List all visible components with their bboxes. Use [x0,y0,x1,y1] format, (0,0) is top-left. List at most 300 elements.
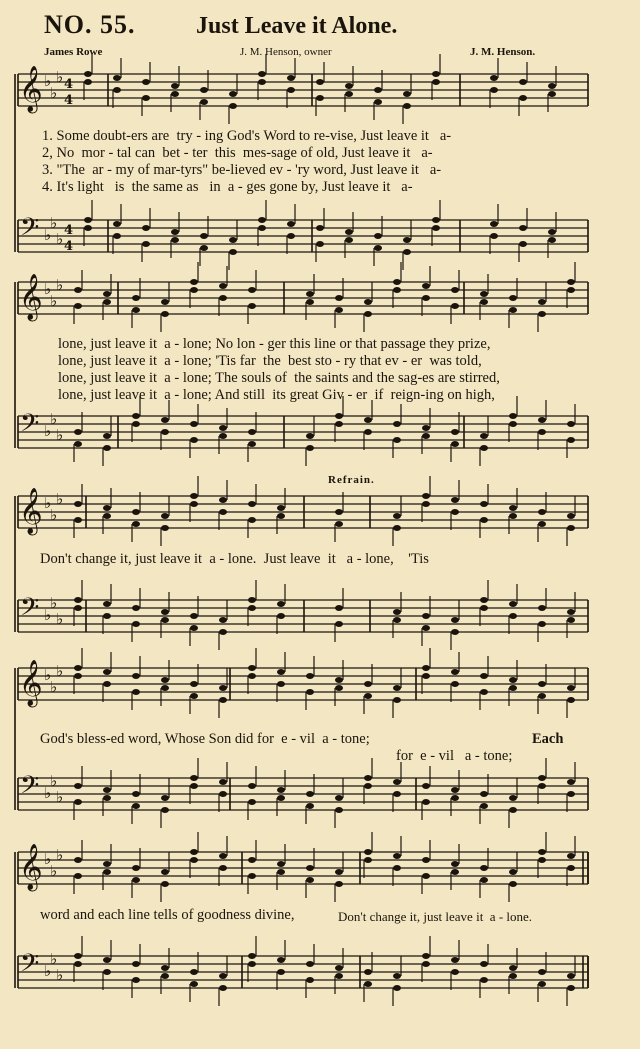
note-head [103,513,111,519]
note-head [364,969,372,975]
note-head [84,225,92,231]
flat-sign: ♭ [50,506,58,524]
note-head [171,229,179,235]
note-head [490,75,498,81]
note-head [103,969,111,975]
note-head [432,71,440,77]
note-head [161,685,169,691]
note-head [219,697,227,703]
note-head [277,513,285,519]
flat-sign: ♭ [44,606,52,624]
note-head [422,873,430,879]
note-head [451,497,459,503]
note-head [190,501,198,507]
bass-clef: 𝄢 [20,771,40,806]
note-head [171,83,179,89]
note-head [422,283,430,289]
note-head [219,791,227,797]
note-head [219,617,227,623]
note-head [132,621,140,627]
note-head [258,71,266,77]
note-head [567,421,575,427]
note-head [103,433,111,439]
note-head [306,291,314,297]
note-head [132,413,140,419]
note-head [277,861,285,867]
note-head [132,509,140,515]
note-head [422,953,430,959]
note-head [258,225,266,231]
note-head [219,295,227,301]
note-head [132,521,140,527]
note-head [277,669,285,675]
note-head [393,617,401,623]
note-head [509,685,517,691]
verse-3-line-2: lone, just leave it a - lone; The souls of the saints and the sag-es are stirred, [58,370,500,386]
note-head [567,617,575,623]
note-head [548,237,556,243]
note-head [490,221,498,227]
treble-clef: 𝄞 [19,488,43,534]
note-head [548,83,556,89]
note-head [161,417,169,423]
note-head [335,807,343,813]
note-head [538,857,546,863]
note-head [103,505,111,511]
note-head [132,803,140,809]
note-head [161,429,169,435]
flat-sign: ♭ [56,426,64,444]
note-head [190,613,198,619]
note-head [422,625,430,631]
note-head [161,973,169,979]
note-head [200,245,208,251]
note-head [248,799,256,805]
flat-sign: ♭ [56,788,64,806]
note-head [567,279,575,285]
treble-clef: 𝄞 [19,660,43,706]
note-head [277,681,285,687]
note-head [374,233,382,239]
time-signature: 4 [64,93,74,108]
note-head [393,685,401,691]
note-head [287,75,295,81]
note-head [538,621,546,627]
note-head [451,617,459,623]
note-head [345,83,353,89]
note-head [538,775,546,781]
note-head [480,433,488,439]
note-head [509,965,517,971]
time-signature: 4 [64,239,74,254]
note-head [113,221,121,227]
note-head [451,795,459,801]
note-head [132,689,140,695]
flat-sign: ♭ [44,784,52,802]
hymn-number: NO. 55. [44,10,136,39]
note-head [538,693,546,699]
note-head [480,445,488,451]
flat-sign: ♭ [44,962,52,980]
treble-clef: 𝄞 [19,844,43,890]
note-head [480,605,488,611]
note-head [248,953,256,959]
note-head [74,441,82,447]
flat-sign: ♭ [50,292,58,310]
note-head [200,99,208,105]
note-head [364,299,372,305]
note-head [103,861,111,867]
note-head [277,957,285,963]
refrain-line-2: God's bless-ed word, Whose Son did for e - vil a - tone; [40,731,370,747]
note-head [190,981,198,987]
note-head [538,311,546,317]
note-head [393,985,401,991]
note-head [422,493,430,499]
note-head [287,233,295,239]
refrain-echo: for e - vil a - tone; [396,748,513,764]
composer-credit: J. M. Henson. [470,46,536,58]
note-head [219,853,227,859]
note-head [509,295,517,301]
flat-sign: ♭ [50,410,58,428]
note-head [219,779,227,785]
note-head [451,629,459,635]
refrain-line-2-right: Each [532,731,564,747]
note-head [190,287,198,293]
flat-sign: ♭ [56,966,64,984]
note-head [200,87,208,93]
refrain-line-1: Don't change it, just leave it a - lone. Just leave it a - lone, 'Tis [40,551,429,567]
verse-1-line-1: 1. Some doubt-ers are try - ing God's Word to re-vise, Just leave it a- [42,128,452,144]
note-head [374,245,382,251]
note-head [364,681,372,687]
note-head [316,95,324,101]
refrain-line-3a: word and each line tells of goodness divine, [40,907,295,923]
copyright-credit: J. M. Henson, owner [240,46,332,58]
note-head [335,421,343,427]
note-head [161,807,169,813]
note-head [74,783,82,789]
note-head [422,961,430,967]
note-head [248,605,256,611]
flat-sign: ♭ [56,276,64,294]
note-head [335,509,343,515]
note-head [451,509,459,515]
note-head [567,513,575,519]
note-head [480,791,488,797]
note-head [74,665,82,671]
note-head [248,665,256,671]
note-head [306,299,314,305]
bass-clef: 𝄢 [20,213,40,248]
note-head [519,95,527,101]
note-head [316,241,324,247]
note-head [277,601,285,607]
note-head [393,609,401,615]
refrain-line-3b: Don't change it, just leave it a - lone. [338,909,533,924]
note-head [103,445,111,451]
flat-sign: ♭ [44,494,52,512]
time-signature: 4 [64,77,74,92]
flat-sign: ♭ [56,610,64,628]
note-head [161,617,169,623]
note-head [538,981,546,987]
note-head [132,307,140,313]
flat-sign: ♭ [56,490,64,508]
note-head [403,91,411,97]
note-head [335,521,343,527]
note-head [480,501,488,507]
note-head [451,441,459,447]
note-head [403,237,411,243]
note-head [480,291,488,297]
note-head [84,79,92,85]
note-head [132,791,140,797]
note-head [190,775,198,781]
note-head [393,513,401,519]
note-head [364,775,372,781]
note-head [451,869,459,875]
note-head [74,501,82,507]
note-head [103,299,111,305]
note-head [74,953,82,959]
bass-clef: 𝄢 [20,409,40,444]
note-head [519,79,527,85]
note-head [509,613,517,619]
note-head [287,87,295,93]
note-head [113,233,121,239]
note-head [509,307,517,313]
note-head [132,605,140,611]
note-head [161,311,169,317]
note-head [451,861,459,867]
note-head [306,791,314,797]
note-head [316,79,324,85]
note-head [248,429,256,435]
note-head [519,241,527,247]
note-head [219,425,227,431]
note-head [538,429,546,435]
verse-4-line-2: lone, just leave it a - lone; And still its great Giv - er if reign-ing on high, [58,387,495,403]
note-head [364,783,372,789]
note-head [219,509,227,515]
note-head [422,673,430,679]
note-head [248,673,256,679]
note-head [190,857,198,863]
note-head [219,685,227,691]
note-head [567,985,575,991]
note-head [248,873,256,879]
note-head [451,969,459,975]
note-head [451,957,459,963]
note-head [229,103,237,109]
note-head [277,505,285,511]
bass-clef: 𝄢 [20,593,40,628]
note-head [393,421,401,427]
note-head [171,91,179,97]
note-head [258,79,266,85]
note-head [316,225,324,231]
note-head [509,421,517,427]
note-head [509,973,517,979]
note-head [548,91,556,97]
note-head [422,613,430,619]
flat-sign: ♭ [56,662,64,680]
note-head [374,87,382,93]
note-head [103,869,111,875]
note-head [132,865,140,871]
note-head [132,421,140,427]
note-head [509,513,517,519]
note-head [393,525,401,531]
note-head [567,287,575,293]
note-head [248,501,256,507]
note-head [335,677,343,683]
note-head [364,857,372,863]
flat-sign: ♭ [50,214,58,232]
note-head [451,681,459,687]
note-head [567,865,575,871]
note-head [490,87,498,93]
note-head [480,977,488,983]
note-head [190,279,198,285]
note-head [161,869,169,875]
note-head [219,629,227,635]
note-head [103,669,111,675]
note-head [538,299,546,305]
note-head [74,857,82,863]
note-head [393,779,401,785]
note-head [345,91,353,97]
note-head [161,677,169,683]
treble-clef: 𝄞 [19,274,43,320]
note-head [345,229,353,235]
note-head [509,869,517,875]
note-head [229,249,237,255]
note-head [403,103,411,109]
note-head [403,249,411,255]
note-head [142,79,150,85]
note-head [190,969,198,975]
note-head [480,689,488,695]
note-head [142,241,150,247]
note-head [422,783,430,789]
note-head [364,417,372,423]
note-head [248,597,256,603]
verse-3-line-1: 3. "The ar - my of mar-tyrs" be-lieved ev - 'ry word, Just leave it a- [42,162,442,178]
flat-sign: ♭ [50,950,58,968]
note-head [74,517,82,523]
note-head [538,969,546,975]
note-head [161,609,169,615]
note-head [103,957,111,963]
note-head [393,437,401,443]
note-head [480,877,488,883]
note-head [103,795,111,801]
note-head [519,225,527,231]
note-head [335,605,343,611]
flat-sign: ♭ [56,846,64,864]
note-head [567,791,575,797]
note-head [490,233,498,239]
note-head [248,517,256,523]
note-head [74,597,82,603]
refrain-label: Refrain. [328,474,375,486]
bass-clef: 𝄢 [20,949,40,984]
note-head [335,295,343,301]
note-head [132,877,140,883]
flat-sign: ♭ [50,594,58,612]
note-head [567,973,575,979]
note-head [306,865,314,871]
flat-sign: ♭ [44,280,52,298]
note-head [480,673,488,679]
note-head [393,279,401,285]
treble-clef: 𝄞 [19,66,43,112]
note-head [567,609,575,615]
note-head [219,973,227,979]
note-head [538,783,546,789]
note-head [132,961,140,967]
note-head [509,505,517,511]
note-head [132,977,140,983]
note-head [219,283,227,289]
note-head [306,803,314,809]
note-head [74,961,82,967]
note-head [393,973,401,979]
note-head [509,677,517,683]
note-head [567,685,575,691]
flat-sign: ♭ [44,666,52,684]
note-head [171,237,179,243]
verse-2-line-2: lone, just leave it a - lone; 'Tis far the best sto - ry that ev - er was told, [58,353,482,369]
note-head [422,665,430,671]
flat-sign: ♭ [44,850,52,868]
note-head [567,779,575,785]
note-head [219,433,227,439]
note-head [422,425,430,431]
note-head [567,437,575,443]
verse-4-line-1: 4. It's light is the same as in a - ges gone by, Just leave it a- [42,179,413,195]
note-head [287,221,295,227]
note-head [190,437,198,443]
note-head [306,877,314,883]
note-head [74,303,82,309]
note-head [480,803,488,809]
note-head [190,421,198,427]
note-head [393,697,401,703]
note-head [480,961,488,967]
note-head [248,857,256,863]
note-head [432,225,440,231]
note-head [422,799,430,805]
flat-sign: ♭ [56,230,64,248]
flat-sign: ♭ [56,68,64,86]
note-head [451,429,459,435]
note-head [480,517,488,523]
verse-2-line-1: 2, No mor - tal can bet - ter this mes-sage of old, Just leave it a- [42,145,433,161]
note-head [335,685,343,691]
flat-sign: ♭ [44,72,52,90]
note-head [538,849,546,855]
note-head [509,807,517,813]
note-head [248,783,256,789]
note-head [306,977,314,983]
note-head [74,673,82,679]
note-head [219,865,227,871]
flat-sign: ♭ [50,772,58,790]
